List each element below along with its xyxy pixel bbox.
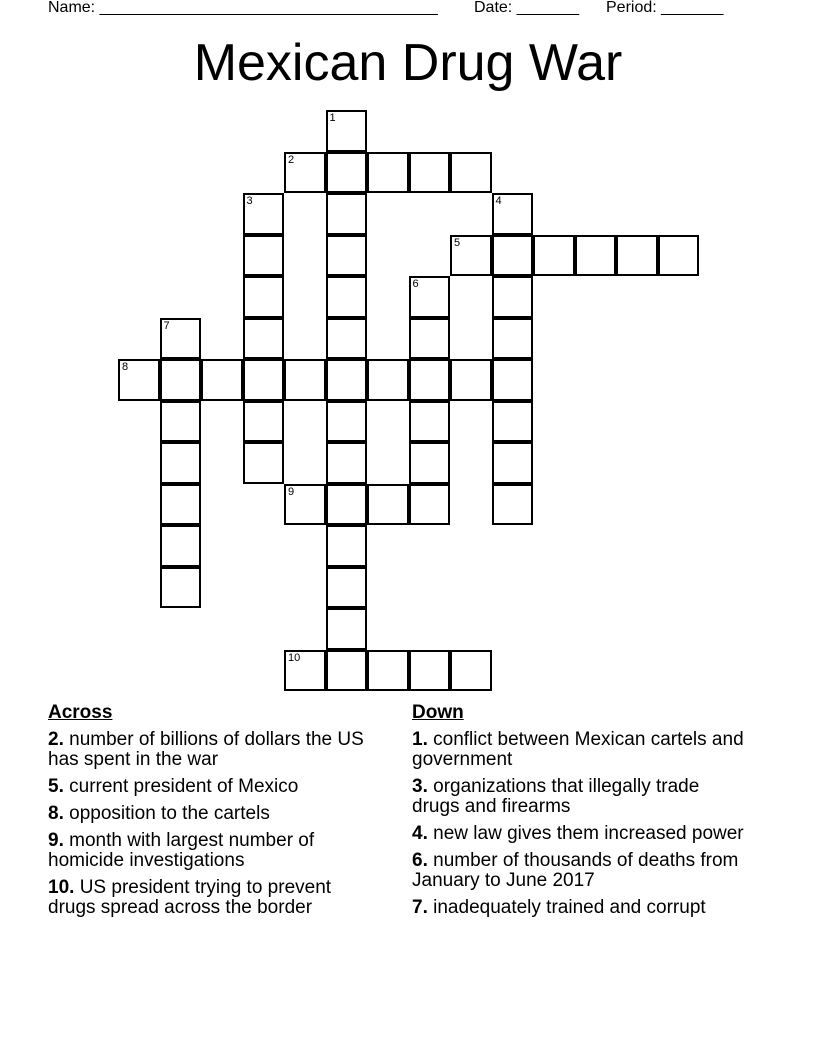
clue-number: 9. [48,830,64,851]
clue-number-label: 8 [122,361,129,373]
clue-number: 7. [412,897,428,918]
grid-cell[interactable] [367,359,409,401]
grid-cell[interactable] [326,650,368,692]
clue-number-label: 6 [412,278,419,290]
grid-cell[interactable] [450,152,492,194]
grid-cell[interactable] [243,235,285,277]
grid-cell[interactable] [616,235,658,277]
grid-cell[interactable] [326,152,368,194]
across-heading: Across [48,702,113,723]
grid-cell[interactable] [367,152,409,194]
period-field[interactable]: Period: _______ [606,0,724,16]
down-clues [412,702,752,925]
clue-down-7 [412,898,752,918]
grid-cell[interactable] [409,276,451,318]
grid-cell[interactable] [409,484,451,526]
grid-cell[interactable] [160,401,202,443]
grid-cell[interactable] [326,110,368,152]
grid-cell[interactable] [160,525,202,567]
clue-number: 4. [412,823,428,844]
clue-text: current president of Mexico [69,776,299,797]
grid-cell[interactable] [201,359,243,401]
clue-number: 2. [48,729,64,750]
clue-across-2 [48,730,378,770]
clue-number: 5. [48,776,64,797]
clue-number: 3. [412,776,428,797]
clue-across-5 [48,777,378,797]
grid-cell[interactable] [409,442,451,484]
grid-cell[interactable] [492,193,534,235]
grid-cell[interactable] [160,567,202,609]
name-field[interactable]: Name: ______________________________________ [48,0,438,16]
clue-number-label: 5 [454,236,461,249]
grid-cell[interactable] [575,235,617,277]
clue-across-10 [48,878,378,918]
clue-number-label: 3 [246,195,253,207]
grid-cell[interactable] [326,235,368,277]
grid-cell[interactable] [658,235,700,277]
grid-cell[interactable] [284,650,326,692]
grid-cell[interactable] [409,152,451,194]
grid-cell[interactable] [326,276,368,318]
grid-cell[interactable] [326,359,368,401]
clue-text: new law gives them increased power [433,823,744,844]
grid-cell[interactable] [243,442,285,484]
grid-cell[interactable] [409,318,451,360]
clue-text: US president trying to prevent drugs spread across the border [48,877,332,918]
grid-cell[interactable] [243,276,285,318]
grid-cell[interactable] [326,484,368,526]
clue-down-1 [412,730,752,770]
grid-cell[interactable] [326,442,368,484]
grid-cell[interactable] [492,359,534,401]
grid-cell[interactable] [409,401,451,443]
grid-cell[interactable] [243,359,285,401]
clue-across-9 [48,831,378,871]
clue-text: conflict between Mexican cartels and government [412,729,744,770]
clue-number: 10. [48,877,75,898]
grid-cell[interactable] [492,442,534,484]
grid-cell[interactable] [326,193,368,235]
clue-down-3 [412,777,752,817]
grid-cell[interactable] [450,359,492,401]
clue-number: 6. [412,850,428,871]
clue-text: inadequately trained and corrupt [433,897,706,918]
clue-number-label: 10 [288,651,301,664]
grid-cell[interactable] [367,484,409,526]
grid-cell[interactable] [326,525,368,567]
grid-cell[interactable] [492,235,534,277]
clue-across-8 [48,804,378,824]
puzzle-title: Mexican Drug War [193,34,623,92]
clue-number-label: 1 [329,112,336,124]
grid-cell[interactable] [409,359,451,401]
grid-cell[interactable] [533,235,575,277]
clue-number: 8. [48,803,64,824]
grid-cell[interactable] [284,359,326,401]
grid-cell[interactable] [492,276,534,318]
clue-text: opposition to the cartels [69,803,270,824]
clue-text: organizations that illegally trade drugs and firearms [412,776,700,817]
grid-cell[interactable] [492,401,534,443]
grid-cell[interactable] [367,650,409,692]
grid-cell[interactable] [326,608,368,650]
grid-cell[interactable] [243,401,285,443]
grid-cell[interactable] [243,193,285,235]
grid-cell[interactable] [118,359,160,401]
grid-cell[interactable] [160,442,202,484]
clue-number-label: 9 [288,485,295,498]
across-clues [48,702,378,925]
grid-cell[interactable] [492,318,534,360]
clue-text: month with largest number of homicide investigations [48,830,315,871]
grid-cell[interactable] [450,650,492,692]
clue-down-4 [412,824,752,844]
grid-cell[interactable] [409,650,451,692]
grid-cell[interactable] [326,318,368,360]
grid-cell[interactable] [284,152,326,194]
clue-number-label: 4 [495,195,502,207]
grid-cell[interactable] [160,318,202,360]
clue-number-label: 7 [163,319,170,332]
grid-cell[interactable] [450,235,492,277]
clue-number-label: 2 [288,153,295,166]
grid-cell[interactable] [243,318,285,360]
grid-cell[interactable] [284,484,326,526]
down-heading: Down [412,702,464,723]
clue-text: number of thousands of deaths from January to June 2017 [412,850,739,891]
grid-cell[interactable] [326,567,368,609]
clue-down-6 [412,851,752,891]
clue-number: 1. [412,729,428,750]
date-field[interactable]: Date: _______ [474,0,579,16]
grid-cell[interactable] [160,484,202,526]
grid-cell[interactable] [326,401,368,443]
clue-text: number of billions of dollars the US has spent in the war [48,729,364,770]
grid-cell[interactable] [160,359,202,401]
grid-cell[interactable] [492,484,534,526]
